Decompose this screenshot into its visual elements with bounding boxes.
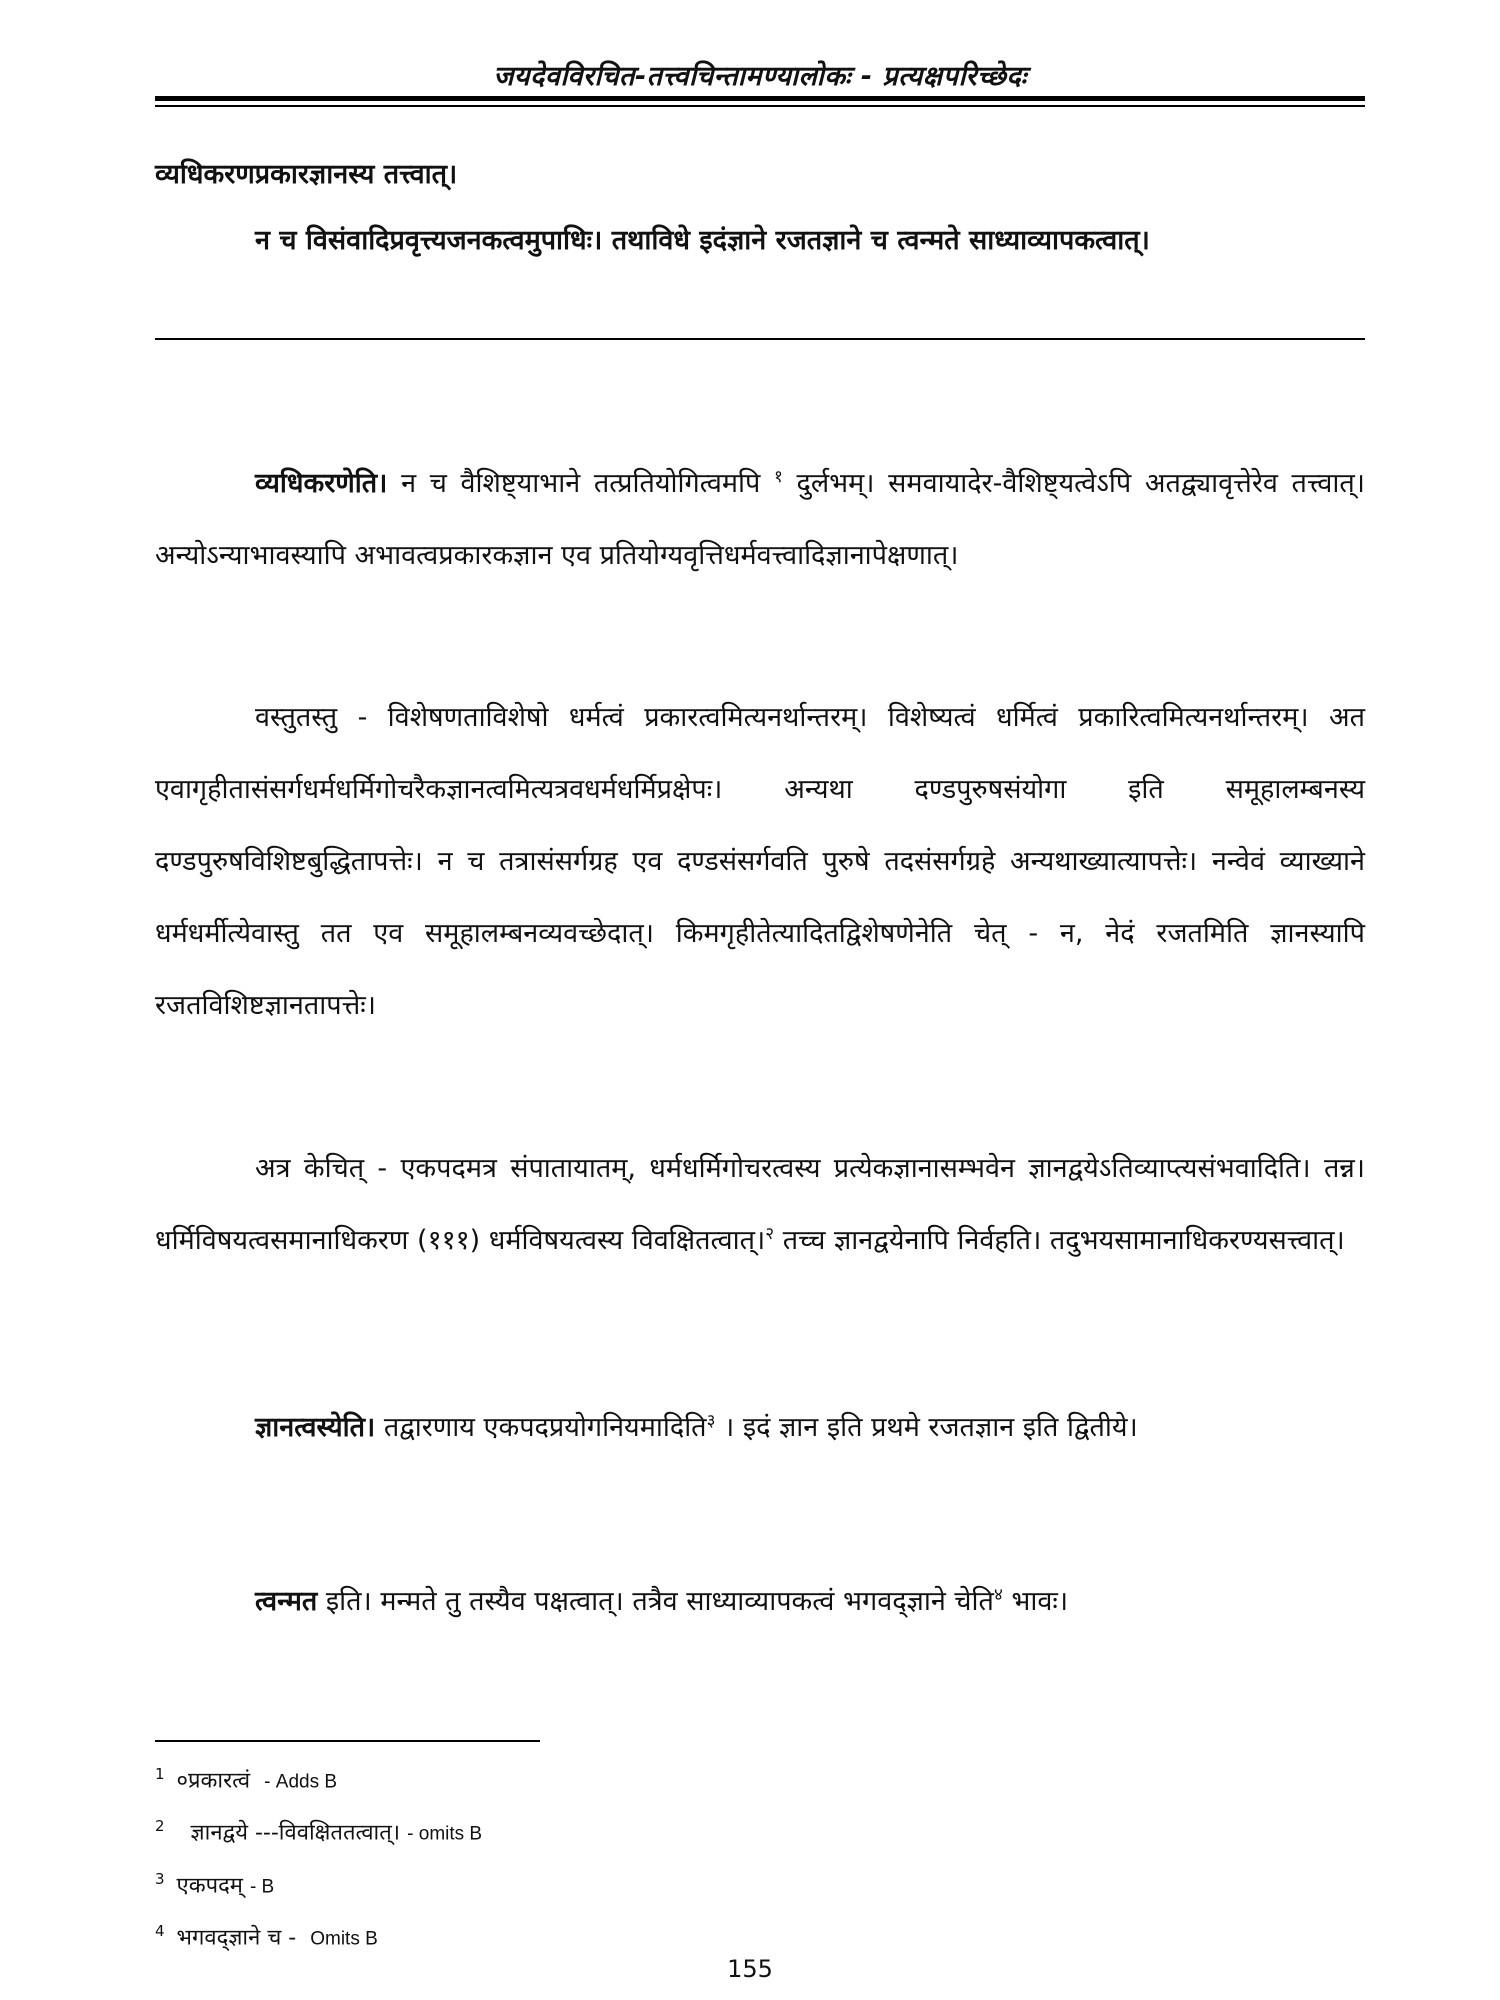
footnote-text: भगवद्ज्ञाने च - (176, 1925, 297, 1951)
commentary-text: इति। मन्मते तु तस्यैव पक्षत्वात्। तत्रैव साध्याव्यापकत्वं भगवद्ज्ञाने चेति (317, 1586, 994, 1617)
footnote-marker[interactable]: ३ (706, 1411, 716, 1431)
commentary-paragraph-3 (155, 1133, 1365, 1277)
running-header: जयदेवविरचित-तत्त्वचिन्तामण्यालोकः - प्रत्यक्षपरिच्छेदः (493, 61, 1027, 92)
commentary-text: भावः। (1002, 1586, 1069, 1617)
footnote-item (155, 1804, 1055, 1856)
page-number: 155 (727, 1955, 773, 1983)
footnote-item (155, 1909, 1055, 1961)
footnote-number: 3 (155, 1869, 165, 1888)
footnote-note: - omits B (407, 1823, 483, 1845)
footnote-number: 1 (155, 1765, 165, 1783)
commentary-paragraph-2 (155, 682, 1365, 1042)
root-text-separator (155, 338, 1365, 340)
root-text-paragraph: न च विसंवादिप्रवृत्त्यजनकत्वमुपाधिः। तथाविधे इदंज्ञाने रजतज्ञाने च त्वन्मते साध्याव्यापकत्वात्। (255, 225, 1150, 256)
commentary-paragraph-5 (155, 1566, 1365, 1638)
lemma: व्यधिकरणेति। (255, 468, 388, 499)
lemma: ज्ञानत्वस्येति। (255, 1412, 376, 1443)
footnote-text: ०प्रकारत्वं (176, 1768, 251, 1794)
footnote-item (155, 1752, 1055, 1804)
lemma: त्वन्मत (255, 1586, 318, 1617)
header-rule-thick (155, 96, 1365, 101)
footnote-text: एकपदम् (176, 1872, 243, 1898)
footnote-note: - B (249, 1875, 275, 1897)
commentary-text: वस्तुतस्तु - विशेषणताविशेषो धर्मत्वं प्रकारत्वमित्यनर्थान्तरम्। विशेष्यत्वं धर्मित्वं प्रकारित्वमित्यनर्थान्तरम्। अत एवागृहीतासंसर्गधर्मधर्मिगोचरैकज्ञानत्वमित्यत्रवधर्मधर्मिप्रक्षेपः। अन्यथा दण्डपुरुषसंयोगा इति समूहालम्बनस्य दण्डपुरुषविशिष्टबुद्धितापत्तेः। न च तत्रासंसर्गग्रह एव दण्डसंसर्गवति पुरुषे तदसंसर्गग्रहे अन्यथाख्यात्यापत्तेः। नन्वेवं व्याख्याने धर्मधर्मीत्येवास्तु तत एव समूहालम्बनव्यवच्छेदात्। किमगृहीतेत्यादितद्विशेषणेनेति चेत् - न, नेदं रजतमिति ज्ञानस्यापि रजतविशिष्टज्ञानतापत्तेः। (155, 702, 1365, 1021)
footnotes (155, 1752, 1055, 1961)
header-rule-thin (155, 105, 1365, 107)
root-text-block (155, 142, 1365, 274)
commentary-text: दुर्लभम्। समवायादेर-वैशिष्ट्यत्वेऽपि अतद्व्यावृत्तेरेव तत्त्वात्। अन्योऽन्याभावस्यापि अभावत्वप्रकारकज्ञान एव प्रतियोग्यवृत्तिधर्मवत्त्वादिज्ञानापेक्षणात्। (155, 468, 1365, 571)
commentary-text: तद्वारणाय एकपदप्रयोगनियमादिति (375, 1412, 707, 1443)
footnote-item (155, 1857, 1055, 1909)
footnote-note: Omits B (310, 1928, 378, 1950)
footnote-number: 4 (155, 1921, 165, 1940)
commentary-text: न च वैशिष्ट्याभाने तत्प्रतियोगित्वमपि (387, 468, 775, 499)
footnote-marker[interactable]: ४ (993, 1585, 1003, 1605)
footnote-marker[interactable]: २ (765, 1224, 775, 1244)
root-text-line: व्यधिकरणप्रकारज्ञानस्य तत्त्वात्। (155, 159, 458, 190)
footnote-note: - Adds B (264, 1771, 338, 1793)
commentary-paragraph-4 (155, 1392, 1365, 1464)
footnote-text: ज्ञानद्वये ---विवक्षिततत्वात्। (190, 1820, 401, 1846)
commentary-text: तच्च ज्ञानद्वयेनापि निर्वहति। तदुभयसामानाधिकरण्यसत्त्वात्। (774, 1225, 1345, 1256)
commentary-text: । इदं ज्ञान इति प्रथमे रजतज्ञान इति द्वितीये। (715, 1412, 1138, 1443)
commentary-text: अत्र केचित् - एकपदमत्र संपातायातम्, धर्मधर्मिगोचरत्वस्य प्रत्येकज्ञानासम्भवेन ज्ञानद्वयेऽतिव्याप्त्यसंभवादिति। तन्न। धर्मिविषयत्वसमानाधिकरण (१११) धर्मविषयत्वस्य विवक्षितत्वात्। (155, 1153, 1365, 1256)
footnote-number: 2 (155, 1817, 165, 1836)
footnote-separator (155, 1740, 540, 1742)
commentary-paragraph-1 (155, 448, 1365, 592)
footnote-marker[interactable]: १ (774, 467, 783, 487)
